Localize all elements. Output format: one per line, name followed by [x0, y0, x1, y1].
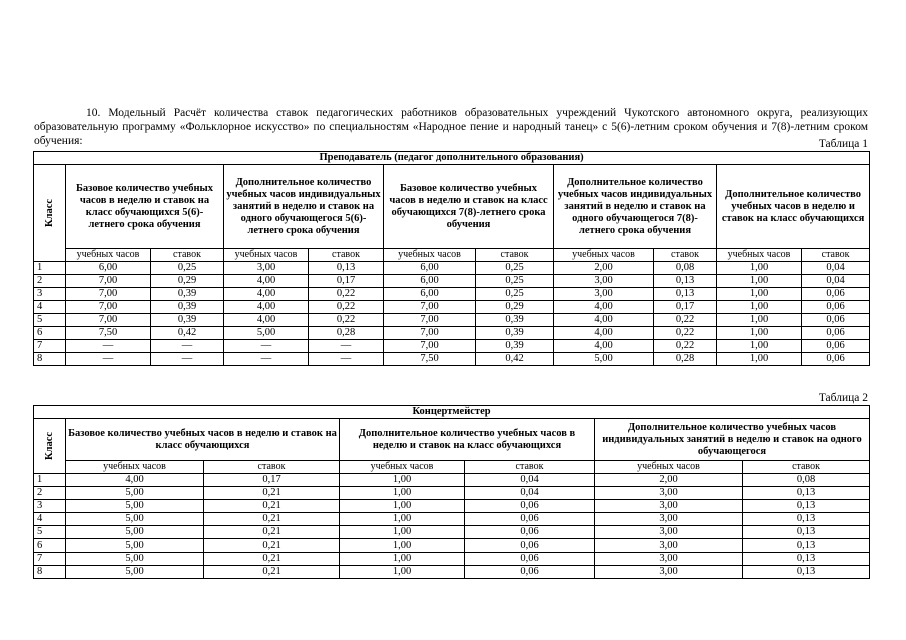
table1-subheader: ставок — [802, 249, 870, 262]
table-cell: 7,00 — [66, 301, 151, 314]
table-cell: 0,04 — [465, 474, 595, 487]
table-cell: 5,00 — [66, 552, 204, 565]
table-cell: 0,08 — [654, 262, 717, 275]
table-cell: 5,00 — [66, 565, 204, 578]
table-cell: 0,22 — [654, 340, 717, 353]
table-cell: 0,17 — [309, 275, 384, 288]
table1-subheader: учебных часов — [554, 249, 654, 262]
class-number-cell: 8 — [34, 565, 66, 578]
table-cell: 7,50 — [66, 327, 151, 340]
table-cell: 6,00 — [66, 262, 151, 275]
table-cell: 4,00 — [554, 301, 654, 314]
table-cell: — — [151, 340, 224, 353]
table1-group-header: Дополнительное количество учебных часов индивидуальных занятий в неделю и ставок на одного обучающегося 5(6)-летнего срока обучения — [224, 165, 384, 249]
table1-subheader: учебных часов — [66, 249, 151, 262]
table-cell: 0,06 — [802, 340, 870, 353]
table-row — [34, 565, 870, 578]
table-row — [34, 487, 870, 500]
table-cell: 3,00 — [595, 500, 743, 513]
table-cell: 3,00 — [595, 552, 743, 565]
table-cell: 0,39 — [151, 314, 224, 327]
table1-group-header: Дополнительное количество учебных часов в неделю и ставок на класс обучающихся — [717, 165, 870, 249]
table-cell: 0,13 — [654, 288, 717, 301]
class-number-cell: 5 — [34, 314, 66, 327]
table1-group-header: Дополнительное количество учебных часов индивидуальных занятий в неделю и ставок на одного обучающегося 7(8)-летнего срока обучения — [554, 165, 717, 249]
table-cell: 4,00 — [224, 288, 309, 301]
table-cell: 1,00 — [717, 314, 802, 327]
table-cell: 5,00 — [66, 500, 204, 513]
table-cell: 0,06 — [465, 526, 595, 539]
table-cell: 0,13 — [309, 262, 384, 275]
table-cell: 2,00 — [554, 262, 654, 275]
intro-paragraph: 10. Модельный Расчёт количества ставок педагогических работников образовательных учреждений Чукотского автономного округа, реализующих образовательную программу «Фольклорное искусство» по специальностям «Народное пение и народный танец» с 5(6)-летним сроком обучения и 7(8)-летним сроком обучения: — [34, 106, 868, 147]
table-cell: 0,06 — [802, 314, 870, 327]
table-cell: 0,04 — [465, 487, 595, 500]
table-cell: 0,06 — [465, 513, 595, 526]
table-cell: 0,25 — [476, 275, 554, 288]
table1-subheader: ставок — [151, 249, 224, 262]
table-cell: 1,00 — [340, 552, 465, 565]
table-cell: 1,00 — [717, 340, 802, 353]
table1-group-header: Базовое количество учебных часов в неделю и ставок на класс обучающихся 5(6)-летнего срока обучения — [66, 165, 224, 249]
table-cell: 0,13 — [743, 513, 870, 526]
table-row — [34, 474, 870, 487]
table-cell: 5,00 — [66, 487, 204, 500]
class-number-cell: 3 — [34, 288, 66, 301]
table-cell: 1,00 — [717, 327, 802, 340]
table-cell: 0,21 — [204, 539, 340, 552]
class-number-cell: 6 — [34, 539, 66, 552]
table-cell: 0,13 — [743, 487, 870, 500]
table-cell: 5,00 — [224, 327, 309, 340]
table-cell: 0,28 — [654, 353, 717, 366]
table-cell: 1,00 — [340, 513, 465, 526]
table-cell: 0,29 — [476, 301, 554, 314]
table1-subheader: учебных часов — [384, 249, 476, 262]
class-number-cell: 4 — [34, 301, 66, 314]
table-cell: 0,17 — [654, 301, 717, 314]
table1-subheader: ставок — [309, 249, 384, 262]
table-cell: 1,00 — [340, 565, 465, 578]
table-cell: 0,13 — [743, 552, 870, 565]
table-cell: 1,00 — [340, 487, 465, 500]
table-cell: 7,00 — [66, 275, 151, 288]
table-cell: 0,06 — [465, 539, 595, 552]
table-cell: 0,13 — [743, 565, 870, 578]
table-cell: 7,00 — [384, 340, 476, 353]
table-cell: 5,00 — [66, 513, 204, 526]
table-cell: 0,22 — [309, 314, 384, 327]
table-cell: 4,00 — [224, 301, 309, 314]
table-cell: 0,39 — [151, 301, 224, 314]
table-cell: 1,00 — [717, 301, 802, 314]
table1-teacher-rates — [33, 151, 870, 366]
table-cell: 4,00 — [554, 340, 654, 353]
table-cell: 0,21 — [204, 526, 340, 539]
table-cell: 5,00 — [554, 353, 654, 366]
table-cell: 0,06 — [802, 353, 870, 366]
table-cell: 3,00 — [224, 262, 309, 275]
table2-title: Концертмейстер — [34, 406, 870, 419]
table-cell: 3,00 — [595, 487, 743, 500]
class-number-cell: 3 — [34, 500, 66, 513]
table-cell: 7,00 — [66, 288, 151, 301]
table2-subheader: ставок — [204, 461, 340, 474]
table-cell: 5,00 — [66, 526, 204, 539]
table-row — [34, 552, 870, 565]
table2-subheader: учебных часов — [340, 461, 465, 474]
table1-class-header: Класс — [34, 165, 66, 262]
table2-accompanist-rates — [33, 405, 870, 579]
table1-title: Преподаватель (педагог дополнительного образования) — [34, 152, 870, 165]
table-cell: 1,00 — [340, 526, 465, 539]
table-cell: 1,00 — [340, 539, 465, 552]
table-cell: 0,13 — [654, 275, 717, 288]
table-cell: 0,42 — [476, 353, 554, 366]
table-row — [34, 314, 870, 327]
table-cell: 1,00 — [717, 262, 802, 275]
table-cell: 0,25 — [151, 262, 224, 275]
table-cell: 5,00 — [66, 539, 204, 552]
table-cell: — — [66, 340, 151, 353]
table-cell: — — [151, 353, 224, 366]
table-cell: 0,06 — [802, 288, 870, 301]
table-cell: 1,00 — [717, 288, 802, 301]
table-cell: 0,22 — [654, 314, 717, 327]
table-cell: 0,06 — [802, 327, 870, 340]
table-row — [34, 526, 870, 539]
table1-label: Таблица 1 — [818, 138, 868, 150]
table-cell: 4,00 — [554, 314, 654, 327]
table-cell: 0,25 — [476, 288, 554, 301]
table-cell: 6,00 — [384, 262, 476, 275]
table-cell: — — [224, 340, 309, 353]
table-cell: — — [309, 353, 384, 366]
table-cell: 0,13 — [743, 500, 870, 513]
table-cell: 0,06 — [465, 552, 595, 565]
table-cell: 1,00 — [340, 474, 465, 487]
class-number-cell: 7 — [34, 340, 66, 353]
table-cell: 7,00 — [384, 314, 476, 327]
class-number-cell: 5 — [34, 526, 66, 539]
table-cell: 0,39 — [151, 288, 224, 301]
table-cell: 0,21 — [204, 487, 340, 500]
table-cell: 6,00 — [384, 288, 476, 301]
table-row — [34, 539, 870, 552]
table-cell: 0,06 — [465, 565, 595, 578]
table-cell: 3,00 — [595, 565, 743, 578]
table-row — [34, 288, 870, 301]
table-row — [34, 353, 870, 366]
table-cell: 3,00 — [595, 539, 743, 552]
table-cell: — — [66, 353, 151, 366]
table-cell: 0,08 — [743, 474, 870, 487]
table-cell: 0,13 — [743, 526, 870, 539]
table-cell: 0,06 — [802, 301, 870, 314]
table-cell: 4,00 — [554, 327, 654, 340]
table2-group-header: Дополнительное количество учебных часов в неделю и ставок на класс обучающихся — [340, 419, 595, 461]
table-cell: 0,42 — [151, 327, 224, 340]
table2-label: Таблица 2 — [818, 392, 868, 404]
table-cell: 2,00 — [595, 474, 743, 487]
table-row — [34, 275, 870, 288]
table-cell: 4,00 — [66, 474, 204, 487]
table-cell: 0,17 — [204, 474, 340, 487]
table-cell: 7,00 — [66, 314, 151, 327]
table2-subheader: учебных часов — [595, 461, 743, 474]
table-cell: 4,00 — [224, 314, 309, 327]
class-number-cell: 6 — [34, 327, 66, 340]
table-cell: 0,28 — [309, 327, 384, 340]
table-cell: 0,21 — [204, 513, 340, 526]
table-cell: 0,22 — [309, 301, 384, 314]
table-row — [34, 262, 870, 275]
table1-subheader: учебных часов — [717, 249, 802, 262]
table-cell: 0,21 — [204, 500, 340, 513]
table2-class-header: Класс — [34, 419, 66, 474]
table-cell: 7,50 — [384, 353, 476, 366]
table-row — [34, 340, 870, 353]
table-cell: 7,00 — [384, 327, 476, 340]
table2-group-header: Базовое количество учебных часов в неделю и ставок на класс обучающихся — [66, 419, 340, 461]
table-cell: 1,00 — [340, 500, 465, 513]
table-cell: 0,21 — [204, 552, 340, 565]
table-cell: 0,22 — [654, 327, 717, 340]
table1-group-header: Базовое количество учебных часов в неделю и ставок на класс обучающихся 7(8)-летнего срока обучения — [384, 165, 554, 249]
table-cell: 3,00 — [595, 513, 743, 526]
table-row — [34, 301, 870, 314]
table-cell: 0,29 — [151, 275, 224, 288]
table-cell: 0,13 — [743, 539, 870, 552]
table2-subheader: учебных часов — [66, 461, 204, 474]
class-number-cell: 2 — [34, 487, 66, 500]
table-cell: 0,25 — [476, 262, 554, 275]
table-cell: 1,00 — [717, 275, 802, 288]
class-number-cell: 7 — [34, 552, 66, 565]
table-cell: 0,22 — [309, 288, 384, 301]
table2-subheader: ставок — [465, 461, 595, 474]
table-cell: 3,00 — [554, 275, 654, 288]
class-number-cell: 8 — [34, 353, 66, 366]
table-cell: 0,04 — [802, 262, 870, 275]
table-row — [34, 327, 870, 340]
table-cell: 7,00 — [384, 301, 476, 314]
table-cell: 0,06 — [465, 500, 595, 513]
class-number-cell: 2 — [34, 275, 66, 288]
table-cell: 0,39 — [476, 340, 554, 353]
table-cell: 0,39 — [476, 327, 554, 340]
table1-subheader: ставок — [476, 249, 554, 262]
table2-subheader: ставок — [743, 461, 870, 474]
table-cell: 3,00 — [554, 288, 654, 301]
table1-subheader: ставок — [654, 249, 717, 262]
table-row — [34, 513, 870, 526]
table-cell: 6,00 — [384, 275, 476, 288]
table-cell: 4,00 — [224, 275, 309, 288]
table2-group-header: Дополнительное количество учебных часов индивидуальных занятий в неделю и ставок на одного обучающегося — [595, 419, 870, 461]
class-number-cell: 1 — [34, 474, 66, 487]
class-number-cell: 4 — [34, 513, 66, 526]
table-row — [34, 500, 870, 513]
table-cell: 3,00 — [595, 526, 743, 539]
table-cell: — — [309, 340, 384, 353]
table-cell: 0,39 — [476, 314, 554, 327]
table1-subheader: учебных часов — [224, 249, 309, 262]
table-cell: 0,21 — [204, 565, 340, 578]
table-cell: 1,00 — [717, 353, 802, 366]
table-cell: — — [224, 353, 309, 366]
class-number-cell: 1 — [34, 262, 66, 275]
table-cell: 0,04 — [802, 275, 870, 288]
